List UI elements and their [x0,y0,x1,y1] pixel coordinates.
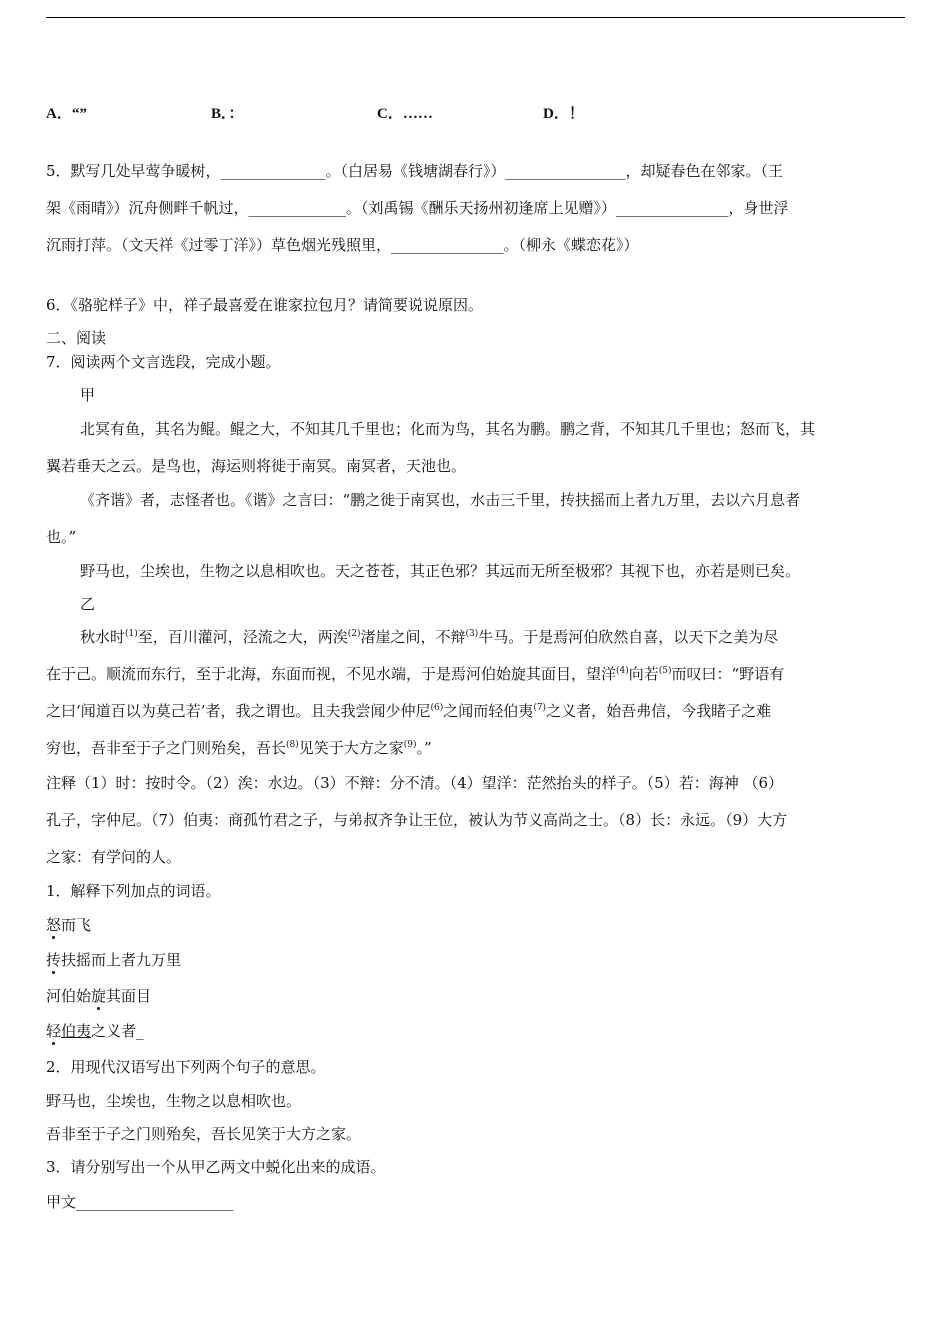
passage-yi-line-4: 穷也，吾非至于子之门则殆矣，吾长$^{(8)}$见笑于大方之家$^{(9)}$。” [46,739,432,757]
footnote-9: (9) [403,740,417,750]
notes-line-1: 注释（1）时：按时令。（2）涘：水边。（3）不辩：分不清。（4）望洋：茫然抬头的样子。（5）若：海神 （6） [46,774,784,792]
passage-jia-p3: 野马也，尘埃也，生物之以息相吹也。天之苍苍，其正色邪？其远而无所至极邪？其视下也，亦若是则已矣。 [80,562,801,580]
q6-question: 6．《骆驼样子》中，祥子最喜爱在谁家拉包月？请简要说说原因。 [46,296,484,314]
passage-jia-p1b: 翼若垂天之云。是鸟也，海运则将徙于南冥。南冥者，天池也。 [46,457,467,475]
sub1-item-2: 抟扶摇而上者九万里 [46,951,182,969]
passage-jia-p2b: 也。” [46,528,77,546]
sub2-question: 2．用现代汉语写出下列两个句子的意思。 [46,1058,326,1076]
footnote-6: (6) [430,703,444,713]
option-b: B．： [211,106,244,122]
passage-jia-p1a: 北冥有鱼，其名为鲲。鲲之大，不知其几千里也；化而为鸟，其名为鹏。鹏之背，不知其几千里也；怒而飞，其 [80,420,816,438]
notes-line-3: 之家：有学问的人。 [46,848,182,866]
passage-yi-line-3: 之曰‘闻道百以为莫己若’者，我之谓也。且夫我尝闻少仲尼$^{(6)}$之闻而轻伯夷$^{(7)}$之义者，始吾弗信，今我睹子之难 [46,702,772,720]
sub2-sentence-1: 野马也，尘埃也，生物之以息相吹也。 [46,1092,302,1110]
q7-question: 7．阅读两个文言选段，完成小题。 [46,353,281,371]
footnote-7: (7) [533,703,547,713]
sub1-item-3: 河伯始旋其面目 [46,987,152,1005]
q5-line-3: 沉雨打萍。（文天祥《过零丁洋》）草色烟光残照里，_______________。（柳永《蝶恋花》） [46,236,639,254]
sub3-answer-jia: 甲文_____________________ [46,1193,234,1211]
passage-yi-line-1: 秋水时$^{(1)}$至，百川灌河，泾流之大，两涘$^{(2)}$渚崖之间，不辩$^{(3)}$牛马。于是焉河伯欣然自喜，以天下之美为尽 [80,628,779,646]
sub2-sentence-2: 吾非至于子之门则殆矣，吾长见笑于大方之家。 [46,1125,362,1143]
option-d: D．！ [543,106,584,122]
section-heading-reading: 二、阅读 [46,329,107,347]
footnote-3: (3) [465,629,479,639]
footnote-5: (5) [658,666,672,676]
passage-jia-p2a: 《齐谐》者，志怪者也。《谐》之言曰：“鹏之徙于南冥也，水击三千里，抟扶摇而上者九万里，去以六月息者 [80,491,801,509]
sub1-question: 1．解释下列加点的词语。 [46,882,221,900]
option-a: A．“” [46,106,87,122]
passage-yi-line-2: 在于己。顺流而东行，至于北海，东面而视，不见水端，于是焉河伯始旋其面目，望洋$^{(4)}$向若$^{(5)}$而叹曰：“野语有 [46,665,785,683]
q5-line-2: 架《雨晴》）沉舟侧畔千帆过，_____________。（刘禹锡《酬乐天扬州初逢席上见赠》）_______________，身世浮 [46,199,789,217]
sub1-item-1: 怒而飞 [46,916,92,934]
header-rule [46,17,905,18]
footnote-2: (2) [347,629,361,639]
option-c: C．…… [377,106,433,122]
footnote-1: (1) [125,629,138,639]
q5-line-1: 5．默写几处早莺争暖树，______________。（白居易《钱塘湖春行》）________________，却疑春色在邻家。（王 [46,162,784,180]
sub3-question: 3．请分别写出一个从甲乙两文中蜕化出来的成语。 [46,1158,386,1176]
passage-yi-label: 乙 [80,595,96,613]
sub1-item-4: 轻伯夷之义者_ [46,1022,144,1040]
footnote-4: (4) [616,666,629,676]
notes-line-2: 孔子，字仲尼。（7）伯夷：商孤竹君之子，与弟叔齐争让王位，被认为节义高尚之士。（8）长：永远。（9）大方 [46,811,788,829]
footnote-8: (8) [286,740,299,750]
passage-jia-label: 甲 [80,386,96,404]
